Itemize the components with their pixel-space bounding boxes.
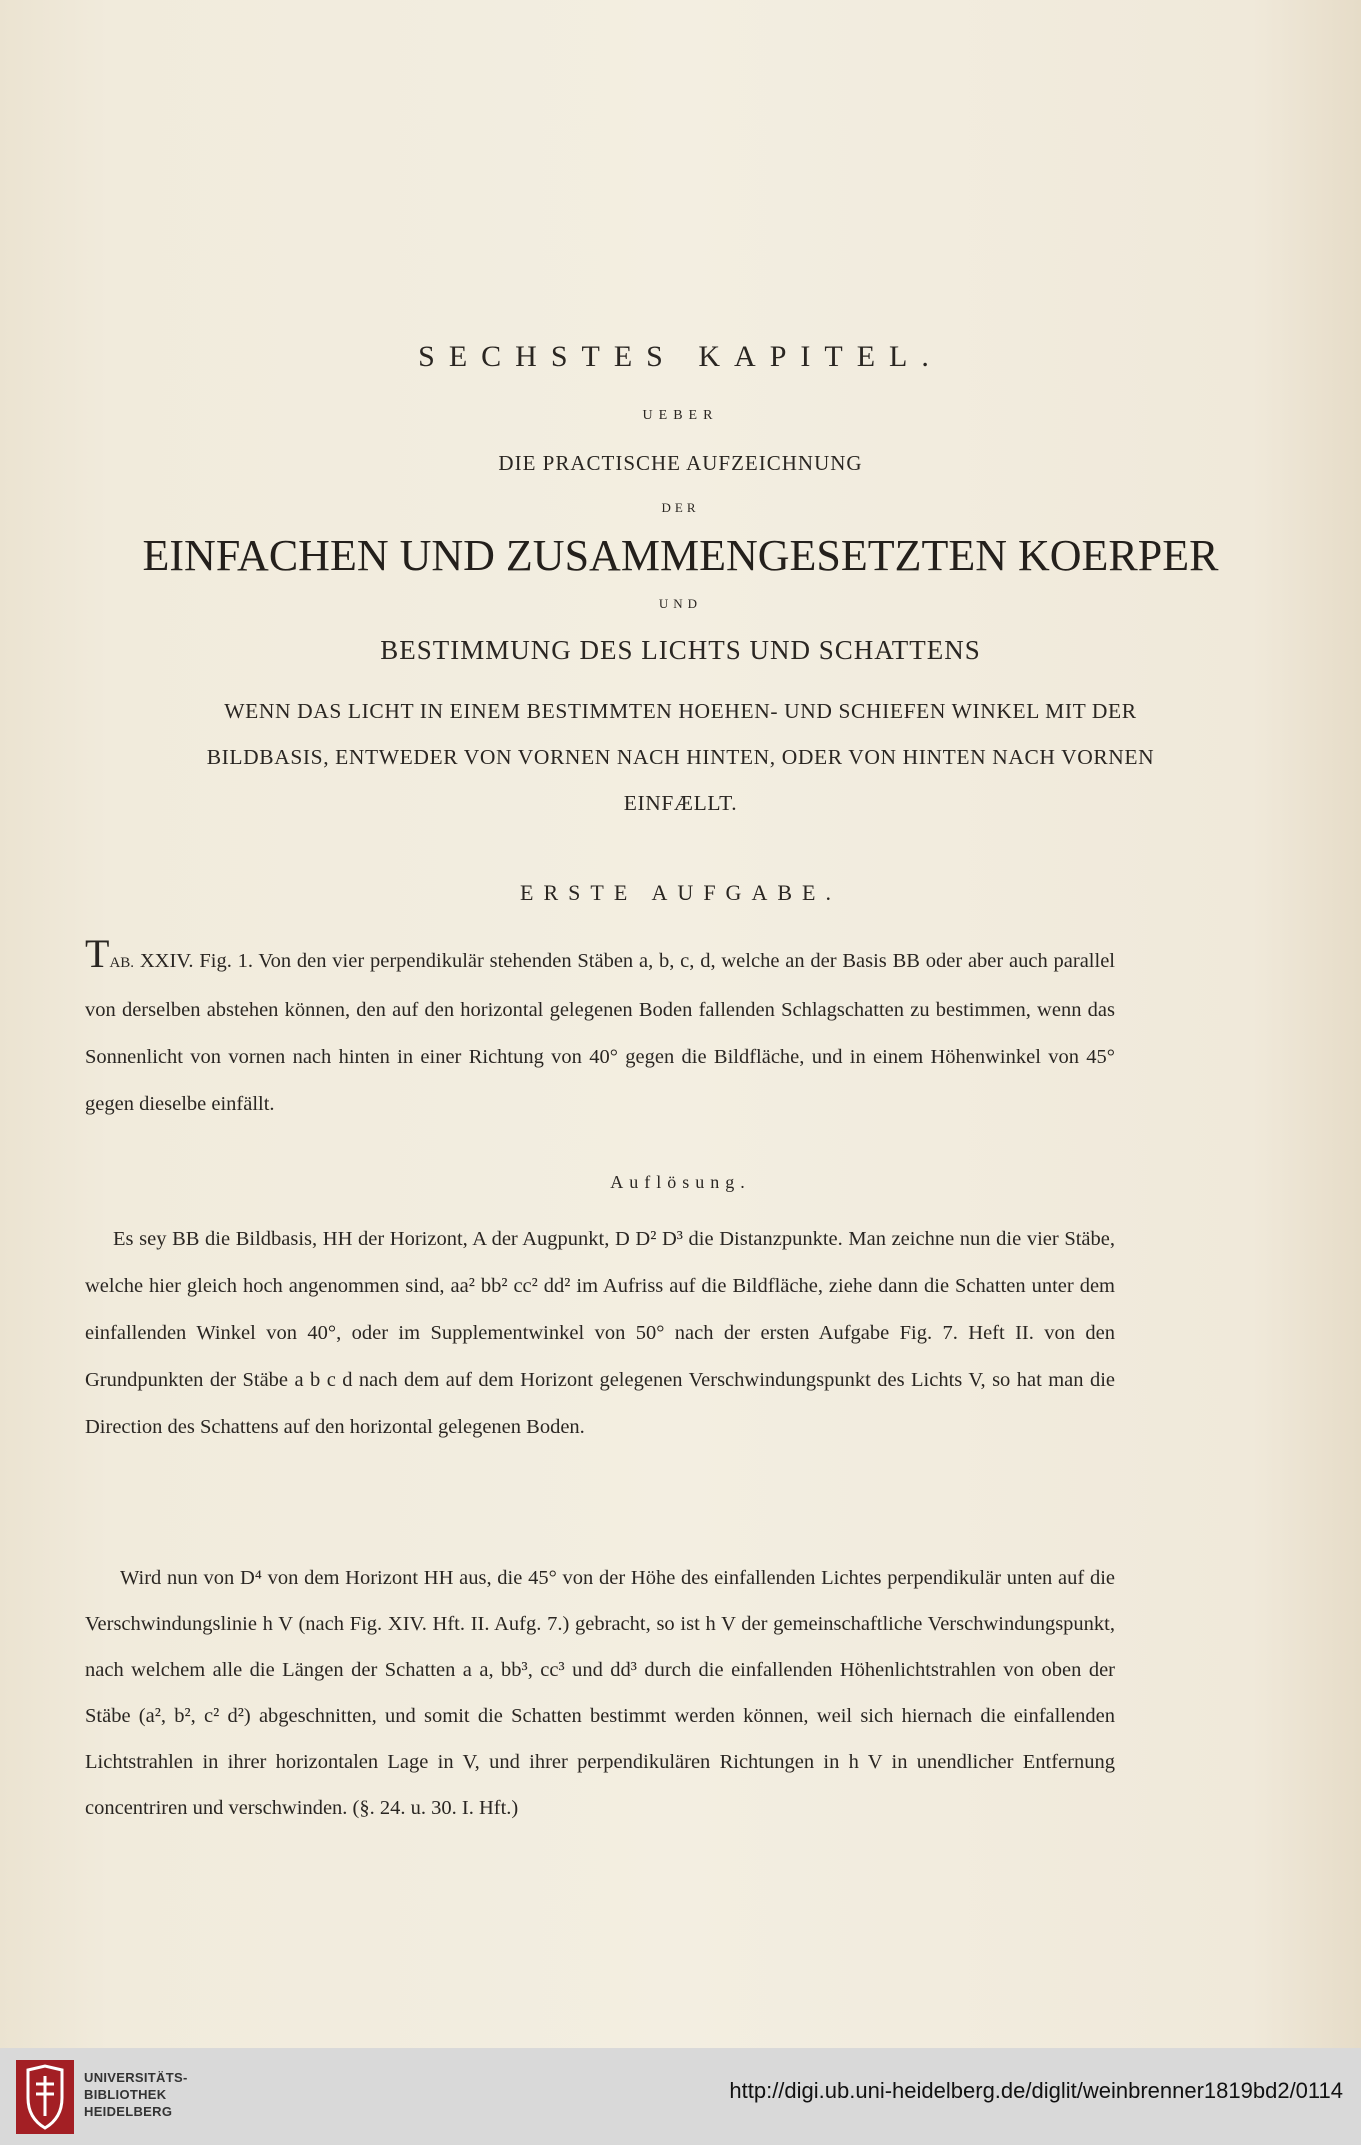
subtitle-line: EINFÆLLT. <box>623 791 738 815</box>
aufloesung-heading: Auflösung. <box>610 1172 751 1192</box>
library-name-line: BIBLIOTHEK <box>84 2087 167 2102</box>
subtitle-line: WENN DAS LICHT IN EINEM BESTIMMTEN HOEHEN- UND SCHIEFEN WINKEL MIT DER <box>224 699 1137 723</box>
aufgabe-paragraph <box>85 931 1115 1128</box>
chapter-ueber: UEBER <box>642 408 719 423</box>
chapter-title: SECHSTES KAPITEL. <box>418 340 943 373</box>
library-name <box>84 2069 188 2120</box>
aufloesung-paragraph-1: Es sey BB die Bildbasis, HH der Horizont, A der Augpunkt, D D² D³ die Distanzpunkte. Man zeichne nun die vier Stäbe, welche hier gleich hoch angenommen sind, aa² bb² cc² dd² im Aufriss auf die Bildfläche, ziehe dann die Schatten unter dem einfallenden Winkel von 40°, oder im Supplementwinkel von 50° nach der ersten Aufgabe Fig. 7. Heft II. von den Grundpunkten der Stäbe a b c d nach dem auf dem Horizont gelegenen Verschwindungspunkt des Lichts V, so hat man die Direction des Schattens auf den horizontal gelegenen Boden. <box>85 1228 1115 1438</box>
aufgabe-heading: ERSTE AUFGABE. <box>520 880 841 905</box>
source-url-link[interactable]: http://digi.ub.uni-heidelberg.de/diglit/weinbrenner1819bd2/0114 <box>729 2078 1343 2103</box>
library-name-line: HEIDELBERG <box>84 2104 173 2119</box>
library-name-line: UNIVERSITÄTS- <box>84 2070 188 2085</box>
chapter-der: DER <box>661 500 700 515</box>
chapter-second-title: BESTIMMUNG DES LICHTS UND SCHATTENS <box>380 635 981 665</box>
subtitle-line: BILDBASIS, ENTWEDER VON VORNEN NACH HINTEN, ODER VON HINTEN NACH VORNEN <box>206 745 1155 769</box>
aufgabe-text: XXIV. Fig. 1. Von den vier perpendikulär stehenden Stäben a, b, c, d, welche an der Basis BB oder aber auch parallel von derselben abstehen können, den auf den horizontal gelegenen Boden fallenden Schlagschatten zu bestimmen, wenn das Sonnenlicht von vornen nach hinten in einer Richtung von 40° gegen die Bildfläche, und in einem Höhenwinkel von 45° gegen dieselbe einfällt. <box>85 950 1115 1115</box>
chapter-subject-line: DIE PRACTISCHE AUFZEICHNUNG <box>498 451 863 475</box>
university-seal-logo-icon <box>14 2058 76 2136</box>
chapter-subtitle <box>0 688 1361 826</box>
drop-cap: T <box>85 931 110 976</box>
chapter-main-title: EINFACHEN UND ZUSAMMENGESETZTEN KOERPER <box>142 531 1219 580</box>
chapter-und: UND <box>658 596 703 611</box>
tab-abbrev: AB. <box>109 955 135 971</box>
aufloesung-paragraph-2: Wird nun von D⁴ von dem Horizont HH aus, die 45° von der Höhe des einfallenden Lichtes perpendikulär unten auf die Verschwindungslinie h V (nach Fig. XIV. Hft. II. Aufg. 7.) gebracht, so ist h V der gemeinschaftliche Verschwindungspunkt, nach welchem alle die Längen der Schatten a a, bb³, cc³ und dd³ durch die einfallenden Höhenlichtstrahlen von oben der Stäbe (a², b², c² d²) abgeschnitten, und somit die Schatten bestimmt werden können, weil sich hiernach die einfallenden Lichtstrahlen in ihrer horizontalen Lage in V, und ihrer perpendikulären Richtungen in h V in unendlicher Entfernung concentriren und verschwinden. (§. 24. u. 30. I. Hft.) <box>85 1567 1115 1819</box>
